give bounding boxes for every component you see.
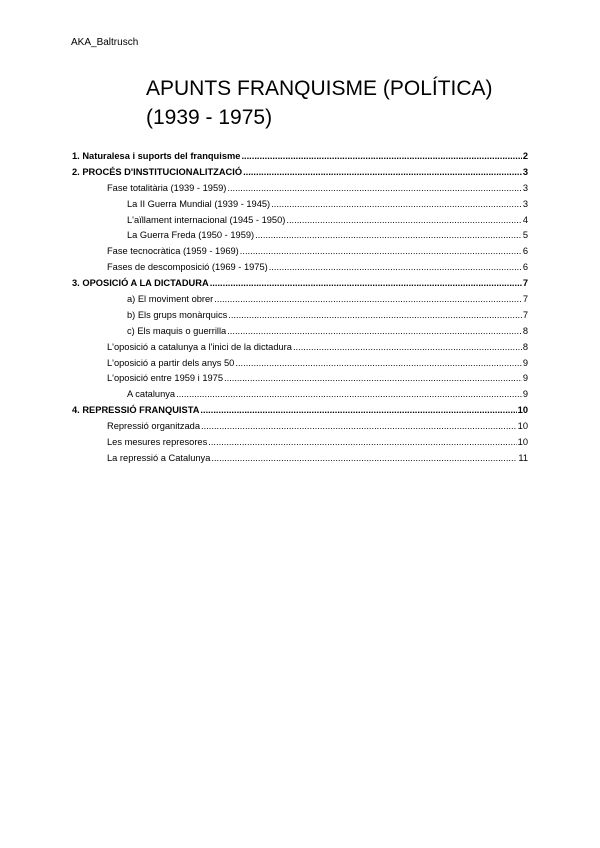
toc-entry-title: b) Els grups monàrquics: [127, 309, 228, 320]
toc-dot-leader: [211, 453, 517, 463]
toc-page-number: 3: [522, 198, 528, 209]
toc-dot-leader: [241, 151, 521, 161]
toc-entry-fase-tecnocratica[interactable]: [72, 246, 528, 262]
toc-entry-title: L'oposició entre 1959 i 1975: [107, 373, 224, 384]
toc-dot-leader: [227, 183, 521, 193]
toc-dot-leader: [176, 389, 522, 399]
toc-entry-oposicio-catalunya-inici[interactable]: [72, 342, 528, 358]
toc-dot-leader: [210, 278, 522, 288]
toc-entry-title: 2. PROCÉS D'INSTITUCIONALITZACIÓ: [72, 166, 243, 177]
toc-dot-leader: [200, 405, 516, 415]
toc-dot-leader: [214, 294, 522, 304]
toc-entry-aillament-internacional[interactable]: [72, 215, 528, 231]
toc-entry-naturalesa[interactable]: [72, 151, 528, 167]
toc-entry-oposicio-anys-50[interactable]: [72, 358, 528, 374]
toc-entry-title: La Guerra Freda (1950 - 1959): [127, 230, 255, 241]
table-of-contents: [72, 151, 528, 469]
toc-entry-maquis-guerrilla[interactable]: [72, 326, 528, 342]
toc-dot-leader: [286, 215, 521, 225]
toc-dot-leader: [255, 230, 522, 240]
toc-entry-title: La II Guerra Mundial (1939 - 1945): [127, 198, 271, 209]
toc-entry-grups-monarquics[interactable]: [72, 310, 528, 326]
toc-entry-title: Repressió organitzada: [107, 421, 201, 432]
toc-page-number: 6: [522, 246, 528, 257]
toc-dot-leader: [243, 167, 522, 177]
toc-dot-leader: [208, 437, 516, 447]
toc-dot-leader: [240, 246, 522, 256]
toc-page-number: 9: [522, 373, 528, 384]
toc-entry-a-catalunya[interactable]: [72, 389, 528, 405]
toc-entry-title: a) El moviment obrer: [127, 294, 214, 305]
toc-dot-leader: [269, 262, 522, 272]
toc-page-number: 7: [522, 278, 528, 289]
toc-entry-title: L'aïllament internacional (1945 - 1950): [127, 214, 286, 225]
toc-entry-repressio-catalunya[interactable]: [72, 453, 528, 469]
toc-dot-leader: [201, 421, 517, 431]
toc-page-number: 10: [517, 421, 528, 432]
toc-entry-oposicio-dictadura[interactable]: [72, 278, 528, 294]
toc-entry-fase-totalitaria[interactable]: [72, 183, 528, 199]
toc-page-number: 8: [522, 325, 528, 336]
toc-entry-oposicio-1959-1975[interactable]: [72, 373, 528, 389]
toc-dot-leader: [227, 326, 522, 336]
toc-page-number: 3: [522, 182, 528, 193]
toc-page-number: 3: [522, 166, 528, 177]
toc-dot-leader: [228, 310, 522, 320]
toc-dot-leader: [235, 358, 521, 368]
toc-entry-title: L'oposició a catalunya a l'inici de la dictadura: [107, 341, 292, 352]
toc-page-number: 9: [522, 357, 528, 368]
toc-page-number: 6: [522, 262, 528, 273]
toc-entry-title: L'oposició a partir dels anys 50: [107, 357, 235, 368]
toc-entry-fases-descomposicio[interactable]: [72, 262, 528, 278]
toc-entry-title: Fases de descomposició (1969 - 1975): [107, 262, 268, 273]
toc-entry-ii-guerra-mundial[interactable]: [72, 199, 528, 215]
toc-page-number: 11: [518, 452, 528, 463]
toc-page-number: 9: [522, 389, 528, 400]
toc-entry-title: La repressió a Catalunya: [107, 452, 211, 463]
toc-entry-title: Les mesures represores: [107, 437, 208, 448]
toc-page-number: 10: [517, 405, 528, 416]
toc-entry-institucionalitzacio[interactable]: [72, 167, 528, 183]
toc-entry-title: Fase totalitària (1939 - 1959): [107, 182, 227, 193]
toc-page-number: 7: [522, 294, 528, 305]
toc-entry-repressio-franquista[interactable]: [72, 405, 528, 421]
toc-entry-title: c) Els maquis o guerrilla: [127, 325, 227, 336]
document-title: APUNTS FRANQUISME (POLÍTICA) (1939 - 1975): [146, 77, 493, 129]
toc-entry-repressio-organitzada[interactable]: [72, 421, 528, 437]
toc-entry-title: 4. REPRESSIÓ FRANQUISTA: [72, 405, 200, 416]
toc-entry-guerra-freda[interactable]: [72, 230, 528, 246]
toc-dot-leader: [293, 342, 522, 352]
toc-dot-leader: [224, 373, 522, 383]
toc-page-number: 7: [522, 309, 528, 320]
toc-page-number: 2: [522, 151, 528, 161]
toc-entry-title: 1. Naturalesa i suports del franquisme: [72, 151, 241, 161]
toc-page-number: 8: [522, 341, 528, 352]
toc-dot-leader: [271, 199, 522, 209]
toc-page-number: 4: [522, 214, 528, 225]
toc-entry-moviment-obrer[interactable]: [72, 294, 528, 310]
toc-entry-title: Fase tecnocràtica (1959 - 1969): [107, 246, 239, 257]
toc-entry-title: 3. OPOSICIÓ A LA DICTADURA: [72, 278, 209, 289]
toc-entry-title: A catalunya: [127, 389, 176, 400]
toc-entry-mesures-represores[interactable]: [72, 437, 528, 453]
toc-page-number: 10: [517, 437, 528, 448]
author-note: AKA_Baltrusch: [71, 37, 139, 48]
toc-page-number: 5: [522, 230, 528, 241]
